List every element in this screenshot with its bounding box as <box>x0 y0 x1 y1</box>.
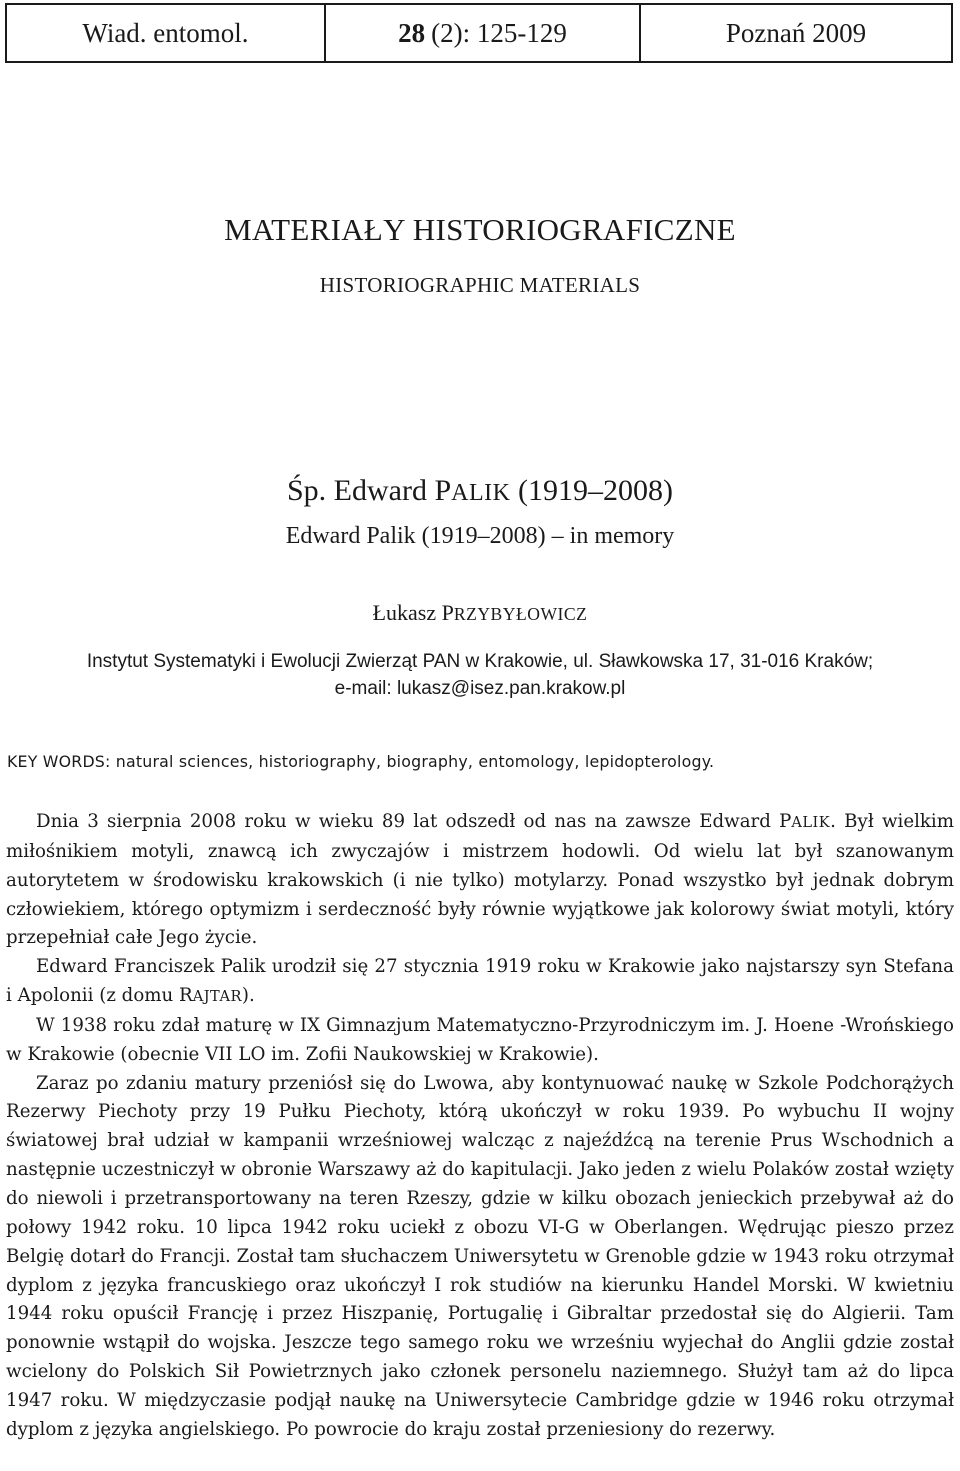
author-affiliation <box>0 648 960 702</box>
paragraph-2-surname: AJTAR <box>192 988 242 1006</box>
section-subtitle: HISTORIOGRAPHIC MATERIALS <box>319 273 641 297</box>
journal-name: Wiad. entomol. <box>82 17 249 48</box>
paragraph-3: W 1938 roku zdał maturę w IX Gimnazjum Matematyczno-Przyrodniczym im. J. Hoene -Wrońskiego w Krakowie (obecnie VII LO im. Zofii Naukowskiej w Krakowie). <box>6 1014 954 1065</box>
paragraph-1-text-b: . Był wielkim miłośnikiem motyli, znawcą ich zwyczajów i mistrzem hodowli. Od wielu lat był szanowanym autorytetem w środowisku krakowskich (i nie tylko) motylarzy. Ponad wszystko był jednak dobrym człowiekiem, którego optymizm i serdeczność były równie wyjątkowe jak kolorowy świat motyli, który przepełniał całe Jego życie. <box>6 811 954 949</box>
paragraph-2-text-a: Edward Franciszek Palik urodził się 27 stycznia 1919 roku w Krakowie jako najstarszy syn Stefana i Apolonii (z domu R <box>6 956 954 1007</box>
affiliation-address: Instytut Systematyki i Ewolucji Zwierząt PAN w Krakowie, ul. Sławkowska 17, 31-016 Kraków; <box>86 651 874 672</box>
paragraph-2-text-b: ). <box>241 985 255 1007</box>
author-name <box>0 600 960 626</box>
volume-number: 28 <box>398 17 426 48</box>
article-title-surname: ALIK <box>451 480 511 506</box>
paragraph-1 <box>6 808 954 953</box>
article-title-prefix: Śp. Edward P <box>287 474 452 507</box>
affiliation-email: e-mail: lukasz@isez.pan.krakow.pl <box>334 678 626 699</box>
journal-header <box>5 3 953 63</box>
section-title: MATERIAŁY HISTORIOGRAFICZNE <box>224 212 736 247</box>
journal-place-year: Poznań 2009 <box>725 17 867 48</box>
journal-volume-issue <box>324 5 641 61</box>
author-surname: RZYBYŁOWICZ <box>453 604 588 624</box>
article-body <box>6 808 954 1445</box>
article-title-dates: (1919–2008) <box>510 474 673 507</box>
keywords: KEY WORDS: natural sciences, historiography, biography, entomology, lepidopterology. <box>7 752 715 771</box>
paragraph-1-surname: ALIK <box>791 814 831 831</box>
author-first: Łukasz P <box>372 600 454 625</box>
article-subtitle: Edward Palik (1919–2008) – in memory <box>285 523 675 549</box>
paragraph-2 <box>6 953 954 1012</box>
issue-pages: (2): 125-129 <box>431 17 567 48</box>
paragraph-1-text-a: Dnia 3 sierpnia 2008 roku w wieku 89 lat odszedł od nas na zawsze Edward P <box>36 811 792 832</box>
article-title <box>0 474 960 508</box>
paragraph-4: Zaraz po zdaniu matury przeniósł się do Lwowa, aby kontynuować naukę w Szkole Podchorążych Rezerwy Piechoty przy 19 Pułku Piechoty, którą ukończył w roku 1939. Po wybuchu II wojny światowej brał udział w kampanii wrześniowej walcząc z najeźdźcą na terenie Prus Wschodnich a następnie uczestniczył w obronie Warszawy aż do kapitulacji. Jako jeden z wielu Polaków został wzięty do niewoli i przetransportowany na teren Rzeszy, gdzie w kilku obozach jenieckich przebywał aż do połowy 1942 roku. 10 lipca 1942 roku uciekł z obozu VI-G w Oberlangen. Wędrując pieszo przez Belgię dotarł do Francji. Został tam słuchaczem Uniwersytetu w Grenoble gdzie w 1943 roku otrzymał dyplom z języka francuskiego oraz ukończył I rok studiów na kierunku Handel Morski. W kwietniu 1944 roku opuścił Francję i przez Hiszpanię, Portugalię i Gibraltar przedostał się do Algierii. Tam ponownie wstąpił do wojska. Jeszcze tego samego roku we wrześniu wyjechał do Anglii gdzie został wcielony do Polskich Sił Powietrznych jako członek personelu naziemnego. Służył tam aż do lipca 1947 roku. W międzyczasie podjął naukę na Uniwersytecie Cambridge gdzie w 1946 roku otrzymał dyplom z języka angielskiego. Po powrocie do kraju został przeniesiony do rezerwy. <box>6 1072 954 1440</box>
